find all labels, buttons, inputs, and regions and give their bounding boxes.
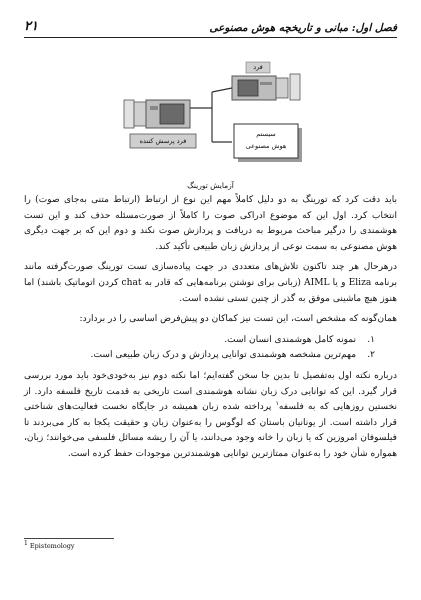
system-label-line1: سیستم: [256, 130, 276, 138]
paragraph-2: درهرحال هر چند تاکنون تلاش‌های متعددی در جهت پیاده‌سازی تست تورینگ صورت‌گرفته مانند برنامه Eliza و یا AIML (زبانی برای نوشتن برنامه‌هایی که قادر به chat کردن اتوماتیک باشند) اما هنوز هیچ ماشینی موفق به گذر از چنین تستی نشده است.: [24, 262, 397, 304]
list-item-number: ۲.: [367, 350, 375, 361]
list-item-text: نمونه کامل هوشمندی انسان است.: [224, 334, 357, 345]
footnote-reference[interactable]: ۱: [275, 400, 279, 408]
chapter-title: فصل اول: مبانی و تاریخچه هوش مصنوعی: [209, 22, 397, 34]
paragraph-4-start: درباره نکته اول به‌تفصیل تا بدین جا سخن گفته‌ایم؛ اما نکته دوم نیز به‌خودی‌خود باید مورد بررسی قرار گیرد. این که توانایی درک زبان نشانه هوشمندی است تاریخی به قدمت تاریخ فلسفه دارد. از نخستین روزهایی که به فلسفه: [24, 370, 397, 413]
page-header: [24, 12, 397, 38]
paragraph-3: همان‌گونه که مشخص است، این تست نیز کماکان دو پیش‌فرض اساسی را در بردارد:: [79, 314, 397, 325]
list-item: [24, 348, 375, 364]
paragraph-1: باید دقت کرد که تورینگ به دو دلیل کاملاً مهم این نوع از ارتباط (ارتباط متنی به‌جای صوت) را انتخاب کرد. اول این که موضوع ادراکی صوت را کاملاً از صورت‌مسئله حذف کند و این تست هوشمندی را درگیر مباحث مربوط به دریافت و پردازش صوت نکند و دوم این که بر جهت دیگری هوش مصنوعی به سمت نوعی از پردازش زبان طبیعی تأکید کند.: [24, 195, 397, 252]
figure-caption: آزمایش تورینگ: [187, 181, 234, 190]
page-number: ۲۱: [24, 19, 38, 34]
body-text: [24, 193, 397, 468]
footnote-divider: [24, 538, 114, 539]
turing-test-figure: [120, 56, 305, 178]
person-terminal-icon: [232, 74, 300, 100]
interrogator-label: فرد پرسش کننده: [139, 137, 187, 145]
turing-test-diagram: [120, 56, 305, 178]
paragraph-4-end: پرداخته شده زبان همیشه در جایگاه نخست فعالیت‌های شناختی قرار داشته است. از یونانیان باستان که لوگوس را به‌عنوان زبان و حقیقت یکجا به کار می‌بردند تا فیلسوفان امروزین که یا زبان را خانه وجود می‌دانند، یا آن را ریشه مسائل فلسفی می‌خوانند؛ زبان، همواره شأن خود را به‌عنوان ممتازترین توانایی هوشمندترین موجودات حفظ کرده است.: [24, 402, 397, 459]
footnote-mark: 1: [24, 539, 28, 547]
assumption-list: [24, 333, 397, 364]
footnote-text: Epistemology: [29, 542, 75, 550]
system-label: [234, 128, 298, 152]
person-label: فرد: [253, 63, 263, 71]
interrogator-terminal-icon: [124, 100, 190, 128]
footnote: [24, 539, 75, 550]
system-label-line2: هوش مصنوعی: [245, 142, 287, 150]
paragraph-4: [24, 369, 397, 463]
list-item: [24, 333, 375, 349]
list-item-number: ۱.: [367, 334, 375, 345]
list-item-text: مهم‌ترین مشخصه هوشمندی توانایی پردازش و درک زبان طبیعی است.: [90, 350, 357, 361]
